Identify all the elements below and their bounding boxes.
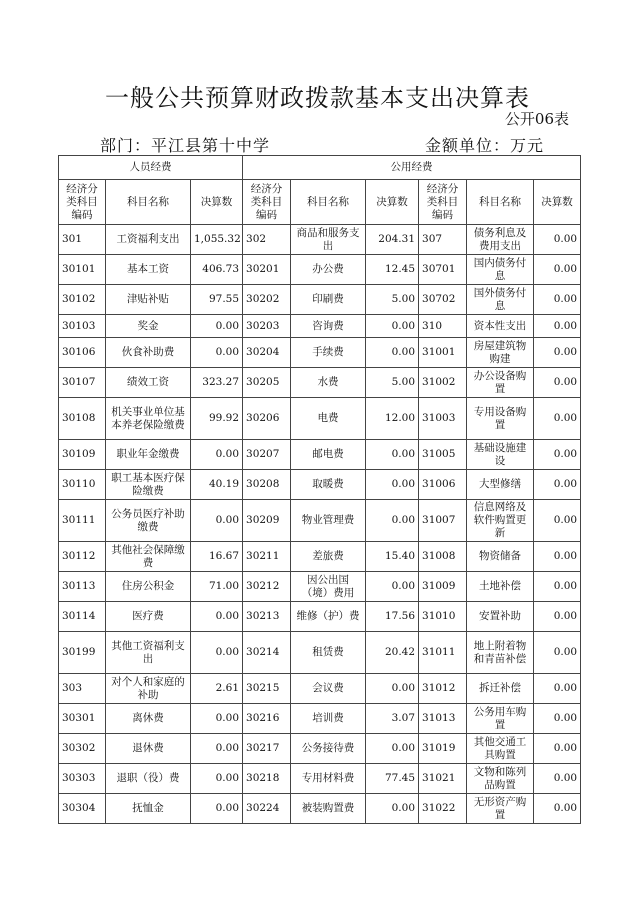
amount-cell: 0.00	[534, 315, 581, 338]
name-cell: 地上附着物和青苗补偿	[467, 632, 534, 674]
name-cell: 其他工资福利支出	[106, 632, 191, 674]
code-cell: 30109	[59, 440, 106, 470]
amount-cell: 16.67	[191, 542, 243, 572]
name-cell: 物资储备	[467, 542, 534, 572]
col-header-amount: 决算数	[191, 180, 243, 225]
code-cell: 31013	[419, 704, 467, 734]
amount-cell: 0.00	[366, 470, 419, 500]
name-cell: 职业年金缴费	[106, 440, 191, 470]
amount-cell: 2.61	[191, 674, 243, 704]
code-cell: 30201	[243, 255, 291, 285]
name-cell: 对个人和家庭的补助	[106, 674, 191, 704]
name-cell: 信息网络及软件购置更新	[467, 500, 534, 542]
amount-cell: 0.00	[191, 500, 243, 542]
amount-cell: 0.00	[191, 440, 243, 470]
code-cell: 30301	[59, 704, 106, 734]
amount-cell: 0.00	[534, 632, 581, 674]
name-cell: 印刷费	[291, 285, 366, 315]
name-cell: 大型修缮	[467, 470, 534, 500]
name-cell: 会议费	[291, 674, 366, 704]
amount-cell: 0.00	[191, 764, 243, 794]
amount-cell: 0.00	[534, 338, 581, 368]
amount-cell: 0.00	[534, 734, 581, 764]
name-cell: 职工基本医疗保险缴费	[106, 470, 191, 500]
page-title: 一般公共预算财政拨款基本支出决算表	[105, 84, 530, 112]
table-row	[59, 368, 581, 398]
name-cell: 津贴补贴	[106, 285, 191, 315]
col-header-name: 科目名称	[291, 180, 366, 225]
amount-cell: 0.00	[534, 255, 581, 285]
amount-cell: 0.00	[534, 470, 581, 500]
code-cell: 303	[59, 674, 106, 704]
name-cell: 退休费	[106, 734, 191, 764]
amount-cell: 0.00	[534, 674, 581, 704]
table-row	[59, 764, 581, 794]
code-cell: 30702	[419, 285, 467, 315]
amount-cell: 0.00	[534, 764, 581, 794]
amount-cell: 0.00	[534, 572, 581, 602]
name-cell: 医疗费	[106, 602, 191, 632]
amount-cell: 12.45	[366, 255, 419, 285]
amount-cell: 0.00	[534, 440, 581, 470]
code-cell: 310	[419, 315, 467, 338]
name-cell: 抚恤金	[106, 794, 191, 824]
code-cell: 301	[59, 225, 106, 255]
table-row	[59, 734, 581, 764]
code-cell: 302	[243, 225, 291, 255]
amount-cell: 97.55	[191, 285, 243, 315]
table-row	[59, 674, 581, 704]
code-cell: 30199	[59, 632, 106, 674]
code-cell: 30110	[59, 470, 106, 500]
amount-cell: 0.00	[366, 500, 419, 542]
code-cell: 31011	[419, 632, 467, 674]
code-cell: 30106	[59, 338, 106, 368]
amount-cell: 5.00	[366, 368, 419, 398]
code-cell: 30206	[243, 398, 291, 440]
department-label: 部门：平江县第十中学	[100, 136, 271, 155]
amount-cell: 0.00	[534, 368, 581, 398]
code-cell: 30211	[243, 542, 291, 572]
col-header-name: 科目名称	[106, 180, 191, 225]
code-cell: 31007	[419, 500, 467, 542]
amount-cell: 77.45	[366, 764, 419, 794]
personnel-group-header: 人员经费	[59, 156, 243, 180]
amount-cell: 0.00	[366, 440, 419, 470]
table-row	[59, 794, 581, 824]
table-row	[59, 398, 581, 440]
table-row	[59, 602, 581, 632]
table-row	[59, 255, 581, 285]
name-cell: 离休费	[106, 704, 191, 734]
code-cell: 30208	[243, 470, 291, 500]
name-cell: 办公费	[291, 255, 366, 285]
name-cell: 债务利息及费用支出	[467, 225, 534, 255]
name-cell: 公务员医疗补助缴费	[106, 500, 191, 542]
code-cell: 30302	[59, 734, 106, 764]
name-cell: 公务用车购置	[467, 704, 534, 734]
code-cell: 31008	[419, 542, 467, 572]
amount-cell: 17.56	[366, 602, 419, 632]
unit-label: 金额单位：万元	[425, 136, 545, 155]
amount-cell: 71.00	[191, 572, 243, 602]
name-cell: 国外债务付息	[467, 285, 534, 315]
code-cell: 30108	[59, 398, 106, 440]
col-header-amount: 决算数	[366, 180, 419, 225]
col-header-code: 经济分类科目编码	[243, 180, 291, 225]
form-number: 公开06表	[504, 110, 569, 128]
code-cell: 30214	[243, 632, 291, 674]
name-cell: 无形资产购置	[467, 794, 534, 824]
code-cell: 30213	[243, 602, 291, 632]
code-cell: 30205	[243, 368, 291, 398]
code-cell: 30112	[59, 542, 106, 572]
amount-cell: 99.92	[191, 398, 243, 440]
code-cell: 31001	[419, 338, 467, 368]
amount-cell: 5.00	[366, 285, 419, 315]
amount-cell: 0.00	[534, 542, 581, 572]
amount-cell: 3.07	[366, 704, 419, 734]
amount-cell: 1,055.32	[191, 225, 243, 255]
name-cell: 伙食补助费	[106, 338, 191, 368]
code-cell: 30215	[243, 674, 291, 704]
code-cell: 30103	[59, 315, 106, 338]
code-cell: 30218	[243, 764, 291, 794]
code-cell: 30113	[59, 572, 106, 602]
name-cell: 商品和服务支出	[291, 225, 366, 255]
name-cell: 水费	[291, 368, 366, 398]
code-cell: 30114	[59, 602, 106, 632]
name-cell: 邮电费	[291, 440, 366, 470]
table-row	[59, 500, 581, 542]
table-row	[59, 632, 581, 674]
col-header-code: 经济分类科目编码	[59, 180, 106, 225]
name-cell: 绩效工资	[106, 368, 191, 398]
name-cell: 其他社会保障缴费	[106, 542, 191, 572]
code-cell: 30304	[59, 794, 106, 824]
name-cell: 房屋建筑物购建	[467, 338, 534, 368]
code-cell: 30701	[419, 255, 467, 285]
amount-cell: 0.00	[191, 315, 243, 338]
code-cell: 31012	[419, 674, 467, 704]
table-row	[59, 572, 581, 602]
code-cell: 31009	[419, 572, 467, 602]
col-header-name: 科目名称	[467, 180, 534, 225]
amount-cell: 0.00	[366, 572, 419, 602]
code-cell: 31019	[419, 734, 467, 764]
amount-cell: 0.00	[191, 704, 243, 734]
code-cell: 30101	[59, 255, 106, 285]
public-group-header: 公用经费	[243, 156, 581, 180]
table-row	[59, 470, 581, 500]
amount-cell: 20.42	[366, 632, 419, 674]
amount-cell: 0.00	[366, 734, 419, 764]
name-cell: 电费	[291, 398, 366, 440]
code-cell: 30224	[243, 794, 291, 824]
amount-cell: 0.00	[366, 338, 419, 368]
col-header-amount: 决算数	[534, 180, 581, 225]
name-cell: 物业管理费	[291, 500, 366, 542]
name-cell: 奖金	[106, 315, 191, 338]
code-cell: 30203	[243, 315, 291, 338]
code-cell: 30209	[243, 500, 291, 542]
amount-cell: 0.00	[191, 632, 243, 674]
amount-cell: 0.00	[191, 602, 243, 632]
name-cell: 机关事业单位基本养老保险缴费	[106, 398, 191, 440]
name-cell: 因公出国（境）费用	[291, 572, 366, 602]
amount-cell: 0.00	[534, 398, 581, 440]
name-cell: 手续费	[291, 338, 366, 368]
code-cell: 31006	[419, 470, 467, 500]
amount-cell: 15.40	[366, 542, 419, 572]
amount-cell: 406.73	[191, 255, 243, 285]
amount-cell: 0.00	[366, 315, 419, 338]
code-cell: 31005	[419, 440, 467, 470]
amount-cell: 0.00	[191, 734, 243, 764]
name-cell: 培训费	[291, 704, 366, 734]
table-row	[59, 338, 581, 368]
expenditure-table	[58, 155, 581, 824]
code-cell: 30207	[243, 440, 291, 470]
name-cell: 资本性支出	[467, 315, 534, 338]
code-cell: 30204	[243, 338, 291, 368]
name-cell: 公务接待费	[291, 734, 366, 764]
amount-cell: 0.00	[534, 704, 581, 734]
name-cell: 专用材料费	[291, 764, 366, 794]
name-cell: 其他交通工具购置	[467, 734, 534, 764]
amount-cell: 204.31	[366, 225, 419, 255]
amount-cell: 40.19	[191, 470, 243, 500]
name-cell: 国内债务付息	[467, 255, 534, 285]
amount-cell: 323.27	[191, 368, 243, 398]
code-cell: 30202	[243, 285, 291, 315]
amount-cell: 0.00	[366, 674, 419, 704]
name-cell: 退职（役）费	[106, 764, 191, 794]
code-cell: 31010	[419, 602, 467, 632]
name-cell: 维修（护）费	[291, 602, 366, 632]
name-cell: 文物和陈列品购置	[467, 764, 534, 794]
table-row	[59, 225, 581, 255]
amount-cell: 0.00	[191, 794, 243, 824]
code-cell: 31002	[419, 368, 467, 398]
table-row	[59, 285, 581, 315]
name-cell: 被装购置费	[291, 794, 366, 824]
table-row	[59, 315, 581, 338]
amount-cell: 0.00	[534, 602, 581, 632]
name-cell: 基础设施建设	[467, 440, 534, 470]
table-row	[59, 542, 581, 572]
code-cell: 30102	[59, 285, 106, 315]
name-cell: 租赁费	[291, 632, 366, 674]
code-cell: 30111	[59, 500, 106, 542]
amount-cell: 0.00	[534, 285, 581, 315]
name-cell: 基本工资	[106, 255, 191, 285]
name-cell: 取暖费	[291, 470, 366, 500]
name-cell: 土地补偿	[467, 572, 534, 602]
name-cell: 差旅费	[291, 542, 366, 572]
code-cell: 307	[419, 225, 467, 255]
amount-cell: 0.00	[366, 794, 419, 824]
table-row	[59, 440, 581, 470]
code-cell: 30216	[243, 704, 291, 734]
amount-cell: 0.00	[534, 225, 581, 255]
name-cell: 拆迁补偿	[467, 674, 534, 704]
amount-cell: 12.00	[366, 398, 419, 440]
code-cell: 31022	[419, 794, 467, 824]
code-cell: 30217	[243, 734, 291, 764]
name-cell: 工资福利支出	[106, 225, 191, 255]
name-cell: 专用设备购置	[467, 398, 534, 440]
name-cell: 住房公积金	[106, 572, 191, 602]
name-cell: 安置补助	[467, 602, 534, 632]
amount-cell: 0.00	[534, 794, 581, 824]
amount-cell: 0.00	[191, 338, 243, 368]
amount-cell: 0.00	[534, 500, 581, 542]
name-cell: 咨询费	[291, 315, 366, 338]
table-row	[59, 704, 581, 734]
code-cell: 30107	[59, 368, 106, 398]
name-cell: 办公设备购置	[467, 368, 534, 398]
code-cell: 31003	[419, 398, 467, 440]
code-cell: 30212	[243, 572, 291, 602]
col-header-code: 经济分类科目编码	[419, 180, 467, 225]
code-cell: 31021	[419, 764, 467, 794]
code-cell: 30303	[59, 764, 106, 794]
